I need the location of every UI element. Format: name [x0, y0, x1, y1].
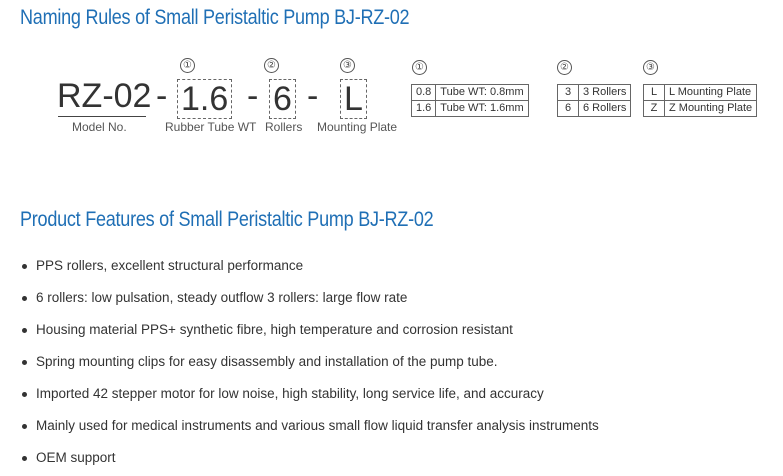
dash-3: - [307, 77, 319, 115]
key2-desc: 6 Rollers [579, 101, 631, 117]
list-item: Spring mounting clips for easy disassembly and installation of the pump tube. [20, 348, 599, 380]
key-table-rollers [557, 84, 631, 117]
list-item: OEM support [20, 444, 599, 476]
key1-desc: Tube WT: 1.6mm [436, 101, 528, 117]
mounting-box: L [340, 79, 367, 119]
key1-desc: Tube WT: 0.8mm [436, 85, 528, 101]
key3-desc: Z Mounting Plate [665, 101, 757, 117]
label-mounting: Mounting Plate [317, 120, 398, 134]
dash-1: - [156, 77, 168, 115]
key3-code: Z [644, 101, 665, 117]
key3-marker: ③ [643, 60, 658, 75]
marker-2: ② [264, 58, 279, 73]
key3-code: L [644, 85, 665, 101]
rollers-box: 6 [269, 79, 296, 119]
naming-rules-heading: Naming Rules of Small Peristaltic Pump BJ-RZ-02 [20, 6, 410, 29]
model-number: RZ-02 [57, 77, 152, 115]
marker-3: ③ [340, 58, 355, 73]
model-underline [58, 116, 146, 117]
key1-code: 0.8 [412, 85, 436, 101]
key2-marker: ② [557, 60, 572, 75]
list-item: Imported 42 stepper motor for low noise, high stability, long service life, and accuracy [20, 380, 599, 412]
key2-code: 3 [558, 85, 579, 101]
list-item: 6 rollers: low pulsation, steady outflow 3 rollers: large flow rate [20, 284, 599, 316]
list-item: Mainly used for medical instruments and various small flow liquid transfer analysis instruments [20, 412, 599, 444]
list-item: Housing material PPS+ synthetic fibre, high temperature and corrosion resistant [20, 316, 599, 348]
dash-2: - [247, 77, 259, 115]
marker-1: ① [180, 58, 195, 73]
features-list [20, 252, 599, 476]
tube-wt-box: 1.6 [177, 79, 232, 119]
label-tube: Rubber Tube WT [165, 120, 257, 134]
features-heading: Product Features of Small Peristaltic Pump BJ-RZ-02 [20, 208, 434, 231]
key3-desc: L Mounting Plate [665, 85, 757, 101]
label-model: Model No. [72, 120, 127, 134]
key1-code: 1.6 [412, 101, 436, 117]
key1-marker: ① [412, 60, 427, 75]
key-table-tube [411, 84, 529, 117]
key2-desc: 3 Rollers [579, 85, 631, 101]
list-item: PPS rollers, excellent structural performance [20, 252, 599, 284]
label-rollers: Rollers [265, 120, 303, 134]
key-table-mounting [643, 84, 757, 117]
key2-code: 6 [558, 101, 579, 117]
